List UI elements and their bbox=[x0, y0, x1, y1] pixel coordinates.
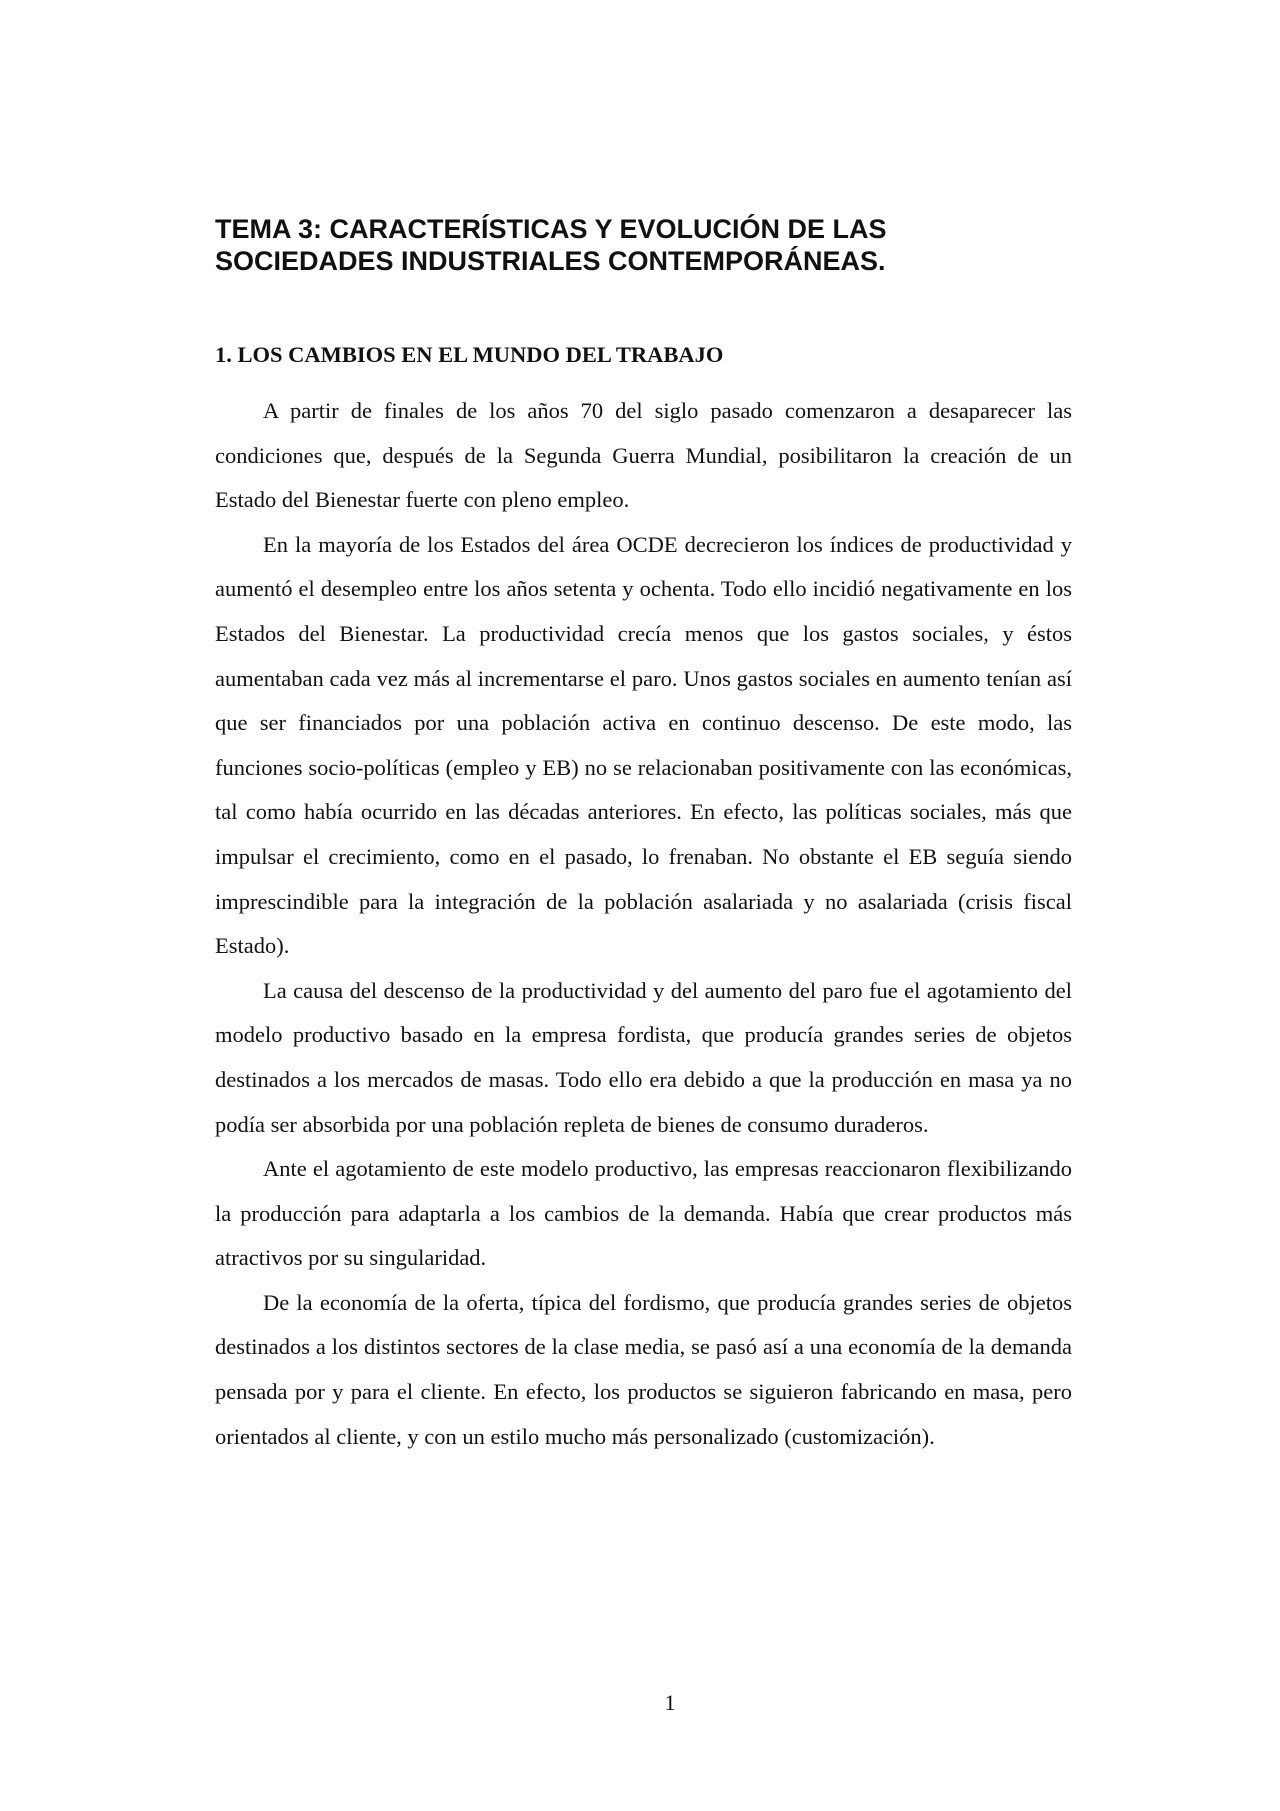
section-heading: 1. LOS CAMBIOS EN EL MUNDO DEL TRABAJO bbox=[215, 342, 724, 367]
title-line-2: SOCIEDADES INDUSTRIALES CONTEMPORÁNEAS. bbox=[215, 246, 886, 276]
paragraph: Ante el agotamiento de este modelo productivo, las empresas reaccionaron flexibilizando la producción para adaptarla a los cambios de la demanda. Había que crear productos más atractivos por su singularidad. bbox=[215, 1156, 1072, 1271]
page-title bbox=[215, 213, 1075, 277]
paragraph: A partir de finales de los años 70 del siglo pasado comenzaron a desaparecer las condiciones que, después de la Segunda Guerra Mundial, posibilitaron la creación de un Estado del Bienestar fuerte con pleno empleo. bbox=[215, 398, 1072, 513]
paragraph: De la economía de la oferta, típica del fordismo, que producía grandes series de objetos destinados a los distintos sectores de la clase media, se pasó así a una economía de la demanda pensada por y para el cliente. En efecto, los productos se siguieron fabricando en masa, pero orientados al cliente, y con un estilo mucho más personalizado (customización). bbox=[215, 1289, 1072, 1449]
paragraph: En la mayoría de los Estados del área OCDE decrecieron los índices de productividad y aumentó el desempleo entre los años setenta y ochenta. Todo ello incidió negativamente en los Estados del Bienestar. La productividad crecía menos que los gastos sociales, y éstos aumentaban cada vez más al incrementarse el paro. Unos gastos sociales en aumento tenían así que ser financiados por una población activa en continuo descenso. De este modo, las funciones socio-políticas (empleo y EB) no se relacionaban positivamente con las económicas, tal como había ocurrido en las décadas anteriores. En efecto, las políticas sociales, más que impulsar el crecimiento, como en el pasado, lo frenaban. No obstante el EB seguía siendo imprescindible para la integración de la población asalariada y no asalariada (crisis fiscal Estado). bbox=[215, 531, 1072, 959]
body-text bbox=[215, 389, 1072, 1459]
title-line-1: TEMA 3: CARACTERÍSTICAS Y EVOLUCIÓN DE LAS bbox=[215, 214, 887, 244]
page-number: 1 bbox=[664, 1690, 676, 1715]
paragraph: La causa del descenso de la productividad y del aumento del paro fue el agotamiento del modelo productivo basado en la empresa fordista, que producía grandes series de objetos destinados a los mercados de masas. Todo ello era debido a que la producción en masa ya no podía ser absorbida por una población repleta de bienes de consumo duraderos. bbox=[215, 977, 1072, 1137]
